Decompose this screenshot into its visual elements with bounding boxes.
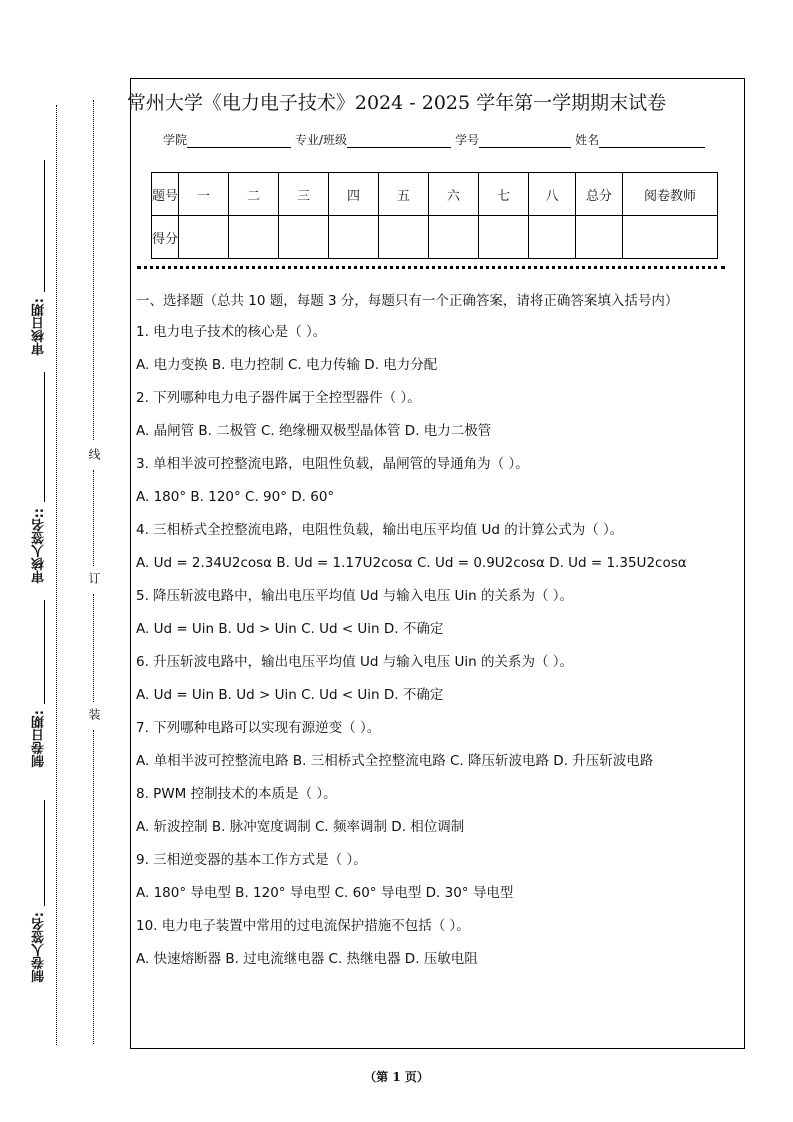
- score-header: 得分: [152, 216, 179, 259]
- binding-dotted-line: [93, 594, 94, 702]
- score-cell[interactable]: [529, 216, 576, 259]
- score-cell[interactable]: [379, 216, 429, 259]
- made-date-label: 制卷日期:: [32, 710, 47, 768]
- student-id-field[interactable]: [479, 133, 571, 148]
- col-6: 六: [429, 173, 479, 216]
- college-label: 学院: [163, 133, 188, 147]
- col-1: 一: [179, 173, 229, 216]
- question-text: 7. 下列哪种电路可以实现有源逆变（ ）。: [136, 720, 381, 736]
- answer-options: A. 180° B. 120° C. 90° D. 60°: [136, 489, 335, 505]
- question-text: 10. 电力电子装置中常用的过电流保护措施不包括（ ）。: [136, 918, 470, 934]
- question-text: 5. 降压斩波电路中，输出电压平均值 Ud 与输入电压 Uin 的关系为（ ）。: [136, 588, 574, 604]
- col-total: 总分: [576, 173, 623, 216]
- reviewer-sign-line: [44, 372, 45, 502]
- answer-options: A. 快速熔断器 B. 过电流继电器 C. 热继电器 D. 压敏电阻: [136, 951, 478, 967]
- answer-options: A. Ud = Uin B. Ud > Uin C. Ud < Uin D. 不确定: [136, 621, 444, 637]
- col-grader: 阅卷教师: [623, 173, 718, 216]
- question-text: 6. 升压斩波电路中，输出电压平均值 Ud 与输入电压 Uin 的关系为（ ）。: [136, 654, 574, 670]
- questions-section: [136, 290, 740, 981]
- col-3: 三: [279, 173, 329, 216]
- name-label: 姓名: [575, 133, 600, 147]
- binding-label-install: 装: [87, 708, 101, 720]
- major-class-label: 专业/班级: [295, 133, 348, 147]
- score-cell[interactable]: [623, 216, 718, 259]
- question-number-row: [152, 173, 718, 216]
- name-field[interactable]: [599, 133, 705, 148]
- col-8: 八: [529, 173, 576, 216]
- made-date-line: [44, 600, 45, 704]
- answer-options: A. 晶闸管 B. 二极管 C. 绝缘栅双极型晶体管 D. 电力二极管: [136, 423, 492, 439]
- student-info-row: [163, 131, 709, 148]
- answer-options: A. 斩波控制 B. 脉冲宽度调制 C. 频率调制 D. 相位调制: [136, 819, 465, 835]
- student-id-label: 学号: [455, 133, 480, 147]
- score-row: [152, 216, 718, 259]
- maker-sign-label: 制卷人签名:: [32, 912, 47, 983]
- answer-options: A. Ud = Uin B. Ud > Uin C. Ud < Uin D. 不确定: [136, 687, 444, 703]
- maker-sign-line: [44, 800, 45, 906]
- dotted-separator: [137, 266, 725, 269]
- answer-options: A. 电力变换 B. 电力控制 C. 电力传输 D. 电力分配: [136, 357, 438, 373]
- review-date-label: 审核日期:: [32, 298, 47, 356]
- col-2: 二: [229, 173, 279, 216]
- question-list: [136, 321, 740, 970]
- score-table: [151, 172, 718, 259]
- score-cell[interactable]: [229, 216, 279, 259]
- col-4: 四: [329, 173, 379, 216]
- answer-options: A. 单相半波可控整流电路 B. 三相桥式全控整流电路 C. 降压斩波电路 D. 升压斩波电路: [136, 753, 654, 769]
- major-class-field[interactable]: [347, 133, 451, 148]
- page-number: （第 1 页）: [364, 1070, 429, 1084]
- score-cell[interactable]: [479, 216, 529, 259]
- binding-dotted-line: [93, 470, 94, 566]
- binding-label-order: 订: [87, 572, 101, 584]
- score-cell[interactable]: [279, 216, 329, 259]
- question-text: 4. 三相桥式全控整流电路，电阻性负载，输出电压平均值 Ud 的计算公式为（ ）。: [136, 522, 624, 538]
- section-heading: 一、选择题（总共 10 题，每题 3 分，每题只有一个正确答案，请将正确答案填入括号内）: [136, 293, 679, 309]
- score-cell[interactable]: [179, 216, 229, 259]
- review-date-line: [44, 160, 45, 292]
- question-text: 1. 电力电子技术的核心是（ ）。: [136, 324, 327, 340]
- score-cell[interactable]: [429, 216, 479, 259]
- question-text: 3. 单相半波可控整流电路，电阻性负载，晶闸管的导通角为（ ）。: [136, 456, 529, 472]
- question-text: 9. 三相逆变器的基本工作方式是（ ）。: [136, 852, 367, 868]
- question-number-header: 题号: [152, 173, 179, 216]
- answer-options: A. Ud = 2.34U2cosα B. Ud = 1.17U2cosα C. Ud = 0.9U2cosα D. Ud = 1.35U2cosα: [136, 555, 687, 571]
- outer-dotted-line: [56, 105, 57, 1045]
- binding-label-line: 线: [87, 448, 101, 460]
- college-field[interactable]: [187, 133, 291, 148]
- col-7: 七: [479, 173, 529, 216]
- question-text: 8. PWM 控制技术的本质是（ ）。: [136, 786, 337, 802]
- col-5: 五: [379, 173, 429, 216]
- exam-title: 常州大学《电力电子技术》2024 - 2025 学年第一学期期末试卷: [126, 92, 667, 114]
- answer-options: A. 180° 导电型 B. 120° 导电型 C. 60° 导电型 D. 30° 导电型: [136, 885, 514, 901]
- score-cell[interactable]: [329, 216, 379, 259]
- binding-dotted-line: [93, 730, 94, 1044]
- score-cell[interactable]: [576, 216, 623, 259]
- reviewer-sign-label: 审核人签名::: [32, 508, 47, 584]
- binding-dotted-line: [93, 100, 94, 440]
- question-text: 2. 下列哪种电力电子器件属于全控型器件（ ）。: [136, 390, 421, 406]
